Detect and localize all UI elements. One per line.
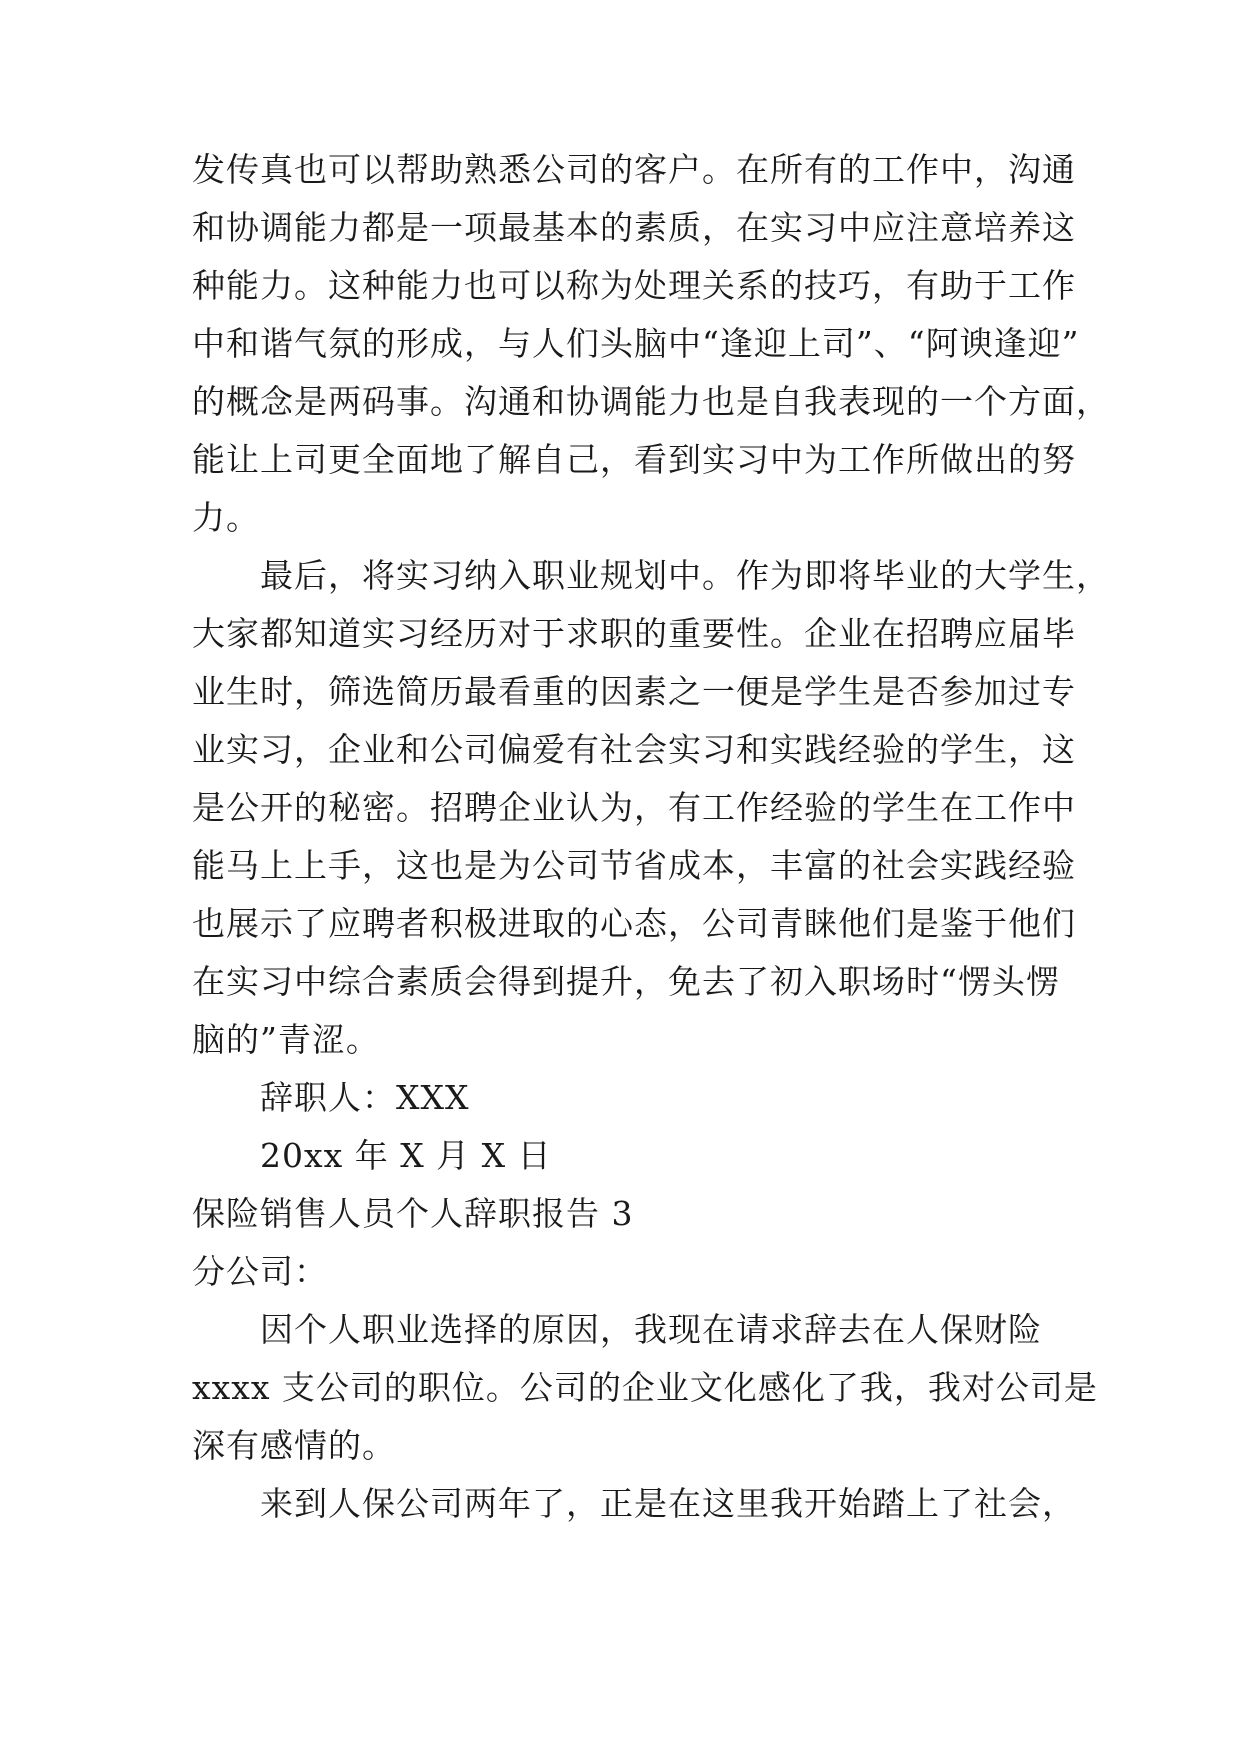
paragraph-line: xxxx 支公司的职位。公司的企业文化感化了我，我对公司是 <box>192 1368 1098 1407</box>
paragraph-line: 种能力。这种能力也可以称为处理关系的技巧，有助于工作 <box>192 266 1076 305</box>
paragraph-line: 深有感情的。 <box>192 1426 396 1465</box>
paragraph-line: 在实习中综合素质会得到提升，免去了初入职场时“愣头愣 <box>192 962 1060 1001</box>
paragraph-line: 因个人职业选择的原因，我现在请求辞去在人保财险 <box>260 1310 1042 1349</box>
paragraph-line: 来到人保公司两年了，正是在这里我开始踏上了社会， <box>260 1484 1076 1523</box>
paragraph-line: 是公开的秘密。招聘企业认为，有工作经验的学生在工作中 <box>192 788 1076 827</box>
paragraph-line: 大家都知道实习经历对于求职的重要性。企业在招聘应届毕 <box>192 614 1076 653</box>
paragraph-line: 脑的”青涩。 <box>192 1020 380 1059</box>
paragraph-line: 中和谐气氛的形成，与人们头脑中“逢迎上司”、“阿谀逢迎” <box>192 324 1080 363</box>
section-title: 保险销售人员个人辞职报告 3 <box>192 1194 634 1233</box>
signature-date: 20xx 年 X 月 X 日 <box>260 1136 552 1175</box>
paragraph-line: 业生时，筛选简历最看重的因素之一便是学生是否参加过专 <box>192 672 1076 711</box>
signature-name: 辞职人：XXX <box>260 1078 470 1117</box>
salutation: 分公司： <box>192 1252 328 1291</box>
paragraph-line: 最后，将实习纳入职业规划中。作为即将毕业的大学生， <box>260 556 1110 595</box>
paragraph-line: 力。 <box>192 498 260 537</box>
paragraph-line: 和协调能力都是一项最基本的素质，在实习中应注意培养这 <box>192 208 1076 247</box>
paragraph-line: 的概念是两码事。沟通和协调能力也是自我表现的一个方面， <box>192 382 1110 421</box>
paragraph-line: 业实习，企业和公司偏爱有社会实习和实践经验的学生，这 <box>192 730 1076 769</box>
paragraph-line: 发传真也可以帮助熟悉公司的客户。在所有的工作中，沟通 <box>192 150 1076 189</box>
paragraph-line: 能马上上手，这也是为公司节省成本，丰富的社会实践经验 <box>192 846 1076 885</box>
paragraph-line: 也展示了应聘者积极进取的心态，公司青睐他们是鉴于他们 <box>192 904 1076 943</box>
paragraph-line: 能让上司更全面地了解自己，看到实习中为工作所做出的努 <box>192 440 1076 479</box>
